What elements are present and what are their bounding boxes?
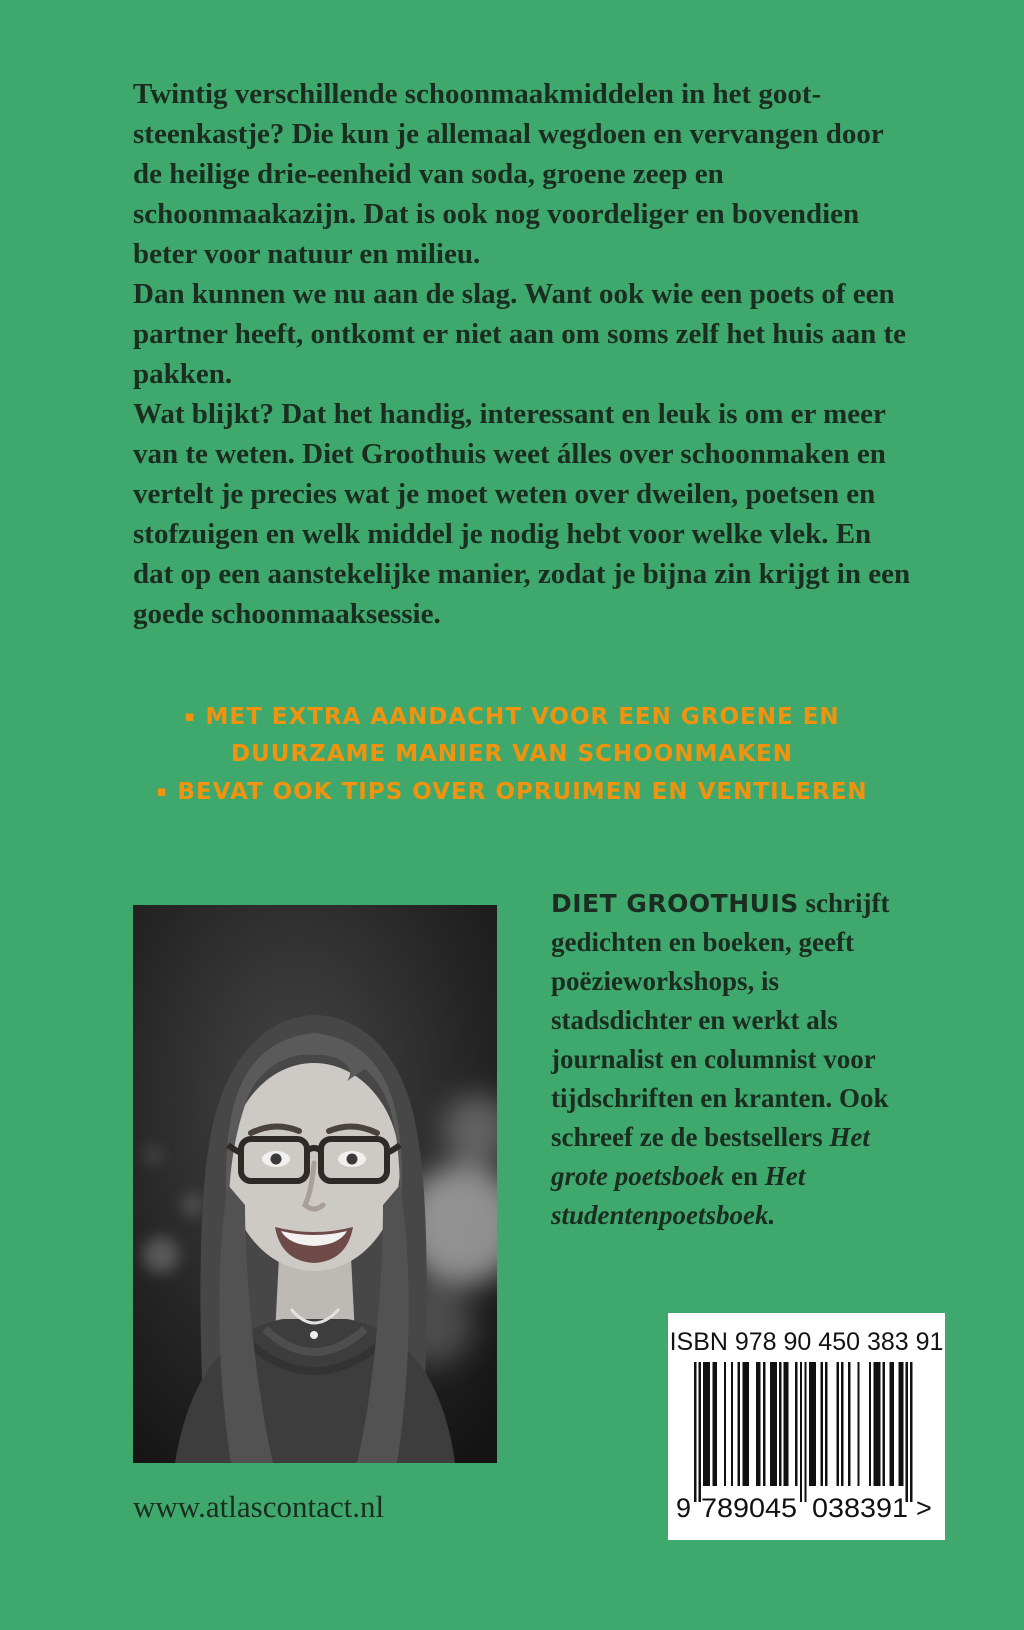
- highlight-item-1: [117, 698, 907, 773]
- publisher-website: www.atlascontact.nl: [133, 1489, 385, 1524]
- author-photo: [133, 905, 497, 1463]
- svg-text:789045: 789045: [700, 1493, 797, 1520]
- blurb-paragraph-2: Dan kunnen we nu aan de slag. Want ook wie een poets of een partner heeft, ontkomt er niet aan om soms zelf het huis aan te pakken.: [133, 278, 906, 390]
- isbn-box: [668, 1313, 945, 1540]
- isbn-label: ISBN 978 90 450 383 91: [669, 1328, 944, 1356]
- highlight-text-1: MET EXTRA AANDACHT VOOR EEN GROENE EN DUURZAME MANIER VAN SCHOONMAKEN: [205, 704, 840, 767]
- svg-text:9: 9: [675, 1493, 691, 1520]
- blurb: [133, 74, 913, 634]
- highlights-list: [117, 698, 907, 811]
- svg-text:038391: 038391: [811, 1493, 908, 1520]
- bio-text: [551, 884, 923, 1235]
- blurb-paragraph-1: Twintig verschillende schoonmaakmiddelen in het gootsteenkastje? Die kun je allemaal wegdoen en vervangen door de heilige drie-eenheid van soda, groene zeep en schoonmaakazijn. Dat is ook nog voordeliger en bovendien beter voor natuur en milieu.: [133, 78, 884, 270]
- bio-conjunction: en: [730, 1161, 758, 1191]
- svg-text:>: >: [915, 1493, 932, 1520]
- highlight-text-2: BEVAT OOK TIPS OVER OPRUIMEN EN VENTILEREN: [177, 779, 868, 805]
- author-portrait-image: [133, 905, 497, 1463]
- highlight-item-2: [117, 773, 907, 811]
- blurb-paragraph-3: Wat blijkt? Dat het handig, interessant en leuk is om er meer van te weten. Diet Groothuis weet álles over schoonmaken en vertelt je precies wat je moet weten over dweilen, poetsen en stofzuigen en welk middel je nodig hebt voor welke vlek. En dat op een aanstekelijke manier, zodat je bijna zin krijgt in een goede schoonmaaksessie.: [133, 398, 911, 630]
- book-title-1: Het grote poetsboek: [551, 1122, 870, 1191]
- ean-barcode: [676, 1362, 938, 1520]
- bullet-icon: ▪: [156, 782, 168, 800]
- book-title-2: Het studentenpoetsboek.: [551, 1161, 806, 1230]
- bio-body: schrijft gedichten en boeken, geeft poëzieworkshops, is stadsdichter en werkt als journalist en columnist voor tijdschriften en kranten. Ook schreef ze de bestsellers: [551, 888, 890, 1152]
- author-name: DIET GROOTHUIS: [551, 889, 799, 918]
- bullet-icon: ▪: [184, 707, 196, 725]
- author-bio: [551, 884, 923, 1235]
